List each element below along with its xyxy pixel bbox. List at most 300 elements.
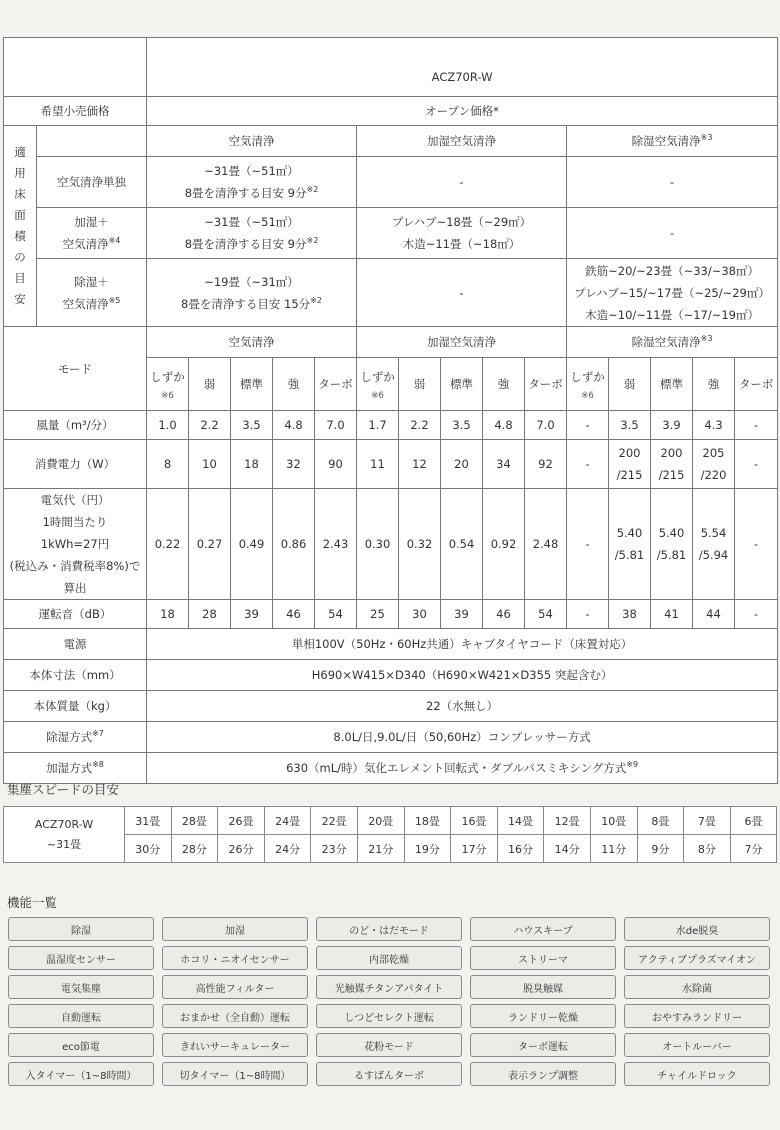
cell-text: 0.30	[364, 537, 391, 551]
cell-text: 0.49	[238, 537, 265, 551]
model-name	[147, 38, 778, 97]
cell-text: ターボ	[318, 377, 353, 391]
spec-value	[147, 660, 778, 691]
spec-value	[147, 629, 778, 660]
data-value	[735, 489, 778, 600]
data-value	[693, 600, 735, 629]
data-value	[609, 489, 651, 600]
cell-text: 46	[496, 607, 511, 621]
spec-label	[4, 722, 147, 753]
cell-text: 25	[370, 607, 385, 621]
cell-text: 空気清浄	[228, 335, 275, 349]
footnote-mark: ※6	[161, 391, 174, 401]
cell-text: ターボ	[528, 377, 563, 391]
speed-minutes: 28分	[171, 835, 218, 863]
cell-text: -	[754, 418, 759, 432]
feature-item: 加湿	[162, 917, 308, 941]
data-value	[189, 440, 231, 489]
data-row-label	[4, 600, 147, 629]
area-dehumid	[567, 259, 778, 327]
data-value	[399, 411, 441, 440]
data-row-label	[4, 489, 147, 600]
data-value	[315, 600, 357, 629]
speed-header	[441, 358, 483, 411]
feature-item: ハウスキープ	[470, 917, 616, 941]
cell-text: 3.5	[620, 418, 639, 432]
data-value	[567, 600, 609, 629]
data-value	[273, 489, 315, 600]
data-value	[189, 600, 231, 629]
cell-text: ~19畳（~31㎡）	[204, 274, 299, 289]
spec-value	[147, 753, 778, 784]
data-value	[735, 440, 778, 489]
data-value	[441, 600, 483, 629]
feature-item: のど・はだモード	[316, 917, 462, 941]
speed-header	[189, 358, 231, 411]
cell-text: 鉄筋~20/~23畳（~33/~38㎡）	[585, 263, 759, 278]
speed-minutes: 7分	[730, 835, 777, 863]
cell-text: /5.94	[698, 548, 729, 562]
mode-group-header	[567, 327, 778, 358]
cell-text: 0.86	[280, 537, 307, 551]
cell-text: 0.27	[196, 537, 223, 551]
cell-text: 0.54	[448, 537, 475, 551]
cell-text: 空気清浄$^{※5}$	[62, 295, 121, 311]
footnote-mark: ※7	[92, 729, 104, 739]
cell-text: 44	[706, 607, 721, 621]
footnote-mark: ※3	[700, 334, 713, 344]
area-header-blank	[37, 126, 147, 157]
cell-text: 弱	[623, 377, 636, 391]
data-value	[315, 411, 357, 440]
vertical-char: 用	[14, 166, 26, 180]
cell-text: 標準	[240, 377, 263, 391]
cell-text: /215	[658, 468, 685, 482]
data-value	[525, 440, 567, 489]
cell-text: 標準	[450, 377, 473, 391]
cell-text: -	[585, 457, 590, 471]
speed-minutes: 14分	[544, 835, 591, 863]
cell-text: 本体質量（kg）	[33, 699, 117, 713]
cell-text: 54	[538, 607, 553, 621]
feature-item: おまかせ（全自動）運転	[162, 1004, 308, 1028]
speed-minutes: 24分	[264, 835, 311, 863]
cell-text: 木造~10/~11畳（~17/~19㎡）	[585, 307, 759, 322]
cell-text: ~31畳（~51㎡）	[204, 164, 299, 178]
data-value	[357, 411, 399, 440]
area-air	[147, 259, 357, 327]
data-value	[483, 440, 525, 489]
cell-text: 20	[454, 457, 469, 471]
feature-item: eco節電	[8, 1033, 154, 1057]
feature-item: 温湿度センサー	[8, 946, 154, 970]
cell-text: 2.43	[322, 537, 349, 551]
cell-text: /5.81	[656, 548, 687, 562]
feature-item: 除湿	[8, 917, 154, 941]
data-value	[273, 600, 315, 629]
feature-item: 水除菌	[624, 975, 770, 999]
cell-text: 7.0	[326, 418, 345, 432]
feature-item: ターボ運転	[470, 1033, 616, 1057]
cell-text: 1.0	[158, 418, 177, 432]
area-humid	[357, 259, 567, 327]
cell-text: 3.9	[662, 418, 681, 432]
speed-minutes: 26分	[218, 835, 265, 863]
cell-text: 8畳を清浄する目安 9分$^{※2}$	[184, 236, 319, 251]
cell-text: 92	[538, 457, 553, 471]
data-value	[231, 489, 273, 600]
feature-item: しつどセレクト運転	[316, 1004, 462, 1028]
cell-text: /5.81	[614, 548, 645, 562]
cell-text: 11	[370, 457, 385, 471]
data-value	[441, 440, 483, 489]
cell-text: 90	[328, 457, 343, 471]
cell-text: 希望小売価格	[40, 104, 110, 118]
feature-item: ホコリ・ニオイセンサー	[162, 946, 308, 970]
spec-label	[4, 629, 147, 660]
cell-text: 空気清浄単独	[57, 175, 126, 189]
feature-item: 光触媒チタンアパタイト	[316, 975, 462, 999]
feature-item: チャイルドロック	[624, 1062, 770, 1086]
cell-text: 1.7	[368, 418, 387, 432]
cell-text: 18	[160, 607, 175, 621]
data-value	[231, 600, 273, 629]
speed-header	[651, 358, 693, 411]
cell-text: 加湿空気清浄	[427, 134, 496, 148]
cell-text: -	[459, 175, 464, 189]
cell-text: しずか	[570, 370, 605, 384]
data-value	[609, 411, 651, 440]
data-value	[441, 411, 483, 440]
cell-text: 205	[702, 446, 725, 460]
cell-text: モード	[57, 361, 93, 376]
cell-text: 38	[622, 607, 637, 621]
cell-text: 強	[287, 377, 300, 391]
speed-room-size: 14畳	[497, 807, 544, 835]
speed-room-size: 8畳	[637, 807, 684, 835]
speed-header	[609, 358, 651, 411]
speed-minutes: 9分	[637, 835, 684, 863]
footnote-mark: ※2	[310, 295, 322, 305]
vertical-char: の	[14, 250, 26, 264]
data-value	[693, 440, 735, 489]
feature-item: 花粉モード	[316, 1033, 462, 1057]
data-value	[693, 411, 735, 440]
cell-text: 運転音（dB）	[38, 607, 112, 621]
cell-text: 本体寸法（mm）	[29, 668, 121, 682]
feature-item: 水de脱臭	[624, 917, 770, 941]
cell-text: 0.92	[490, 537, 517, 551]
feature-item: おやすみランドリー	[624, 1004, 770, 1028]
cell-text: 加湿方式$^{※8}$	[46, 760, 104, 775]
speed-header	[315, 358, 357, 411]
data-value	[651, 600, 693, 629]
cell-text: 28	[202, 607, 217, 621]
data-row-label	[4, 440, 147, 489]
cell-text: /215	[616, 468, 643, 482]
speed-model	[4, 807, 125, 863]
cell-text: 消費電力（W）	[34, 457, 116, 471]
speed-model-line: ACZ70R-W	[34, 817, 94, 831]
data-value	[147, 411, 189, 440]
cell-text: 除湿方式$^{※7}$	[46, 729, 104, 744]
cell-text: -	[670, 226, 675, 240]
speed-room-size: 28畳	[171, 807, 218, 835]
speed-room-size: 31畳	[125, 807, 172, 835]
speed-room-size: 24畳	[264, 807, 311, 835]
cell-text: -	[754, 537, 759, 551]
cell-text: 加湿空気清浄	[427, 335, 496, 349]
cell-text: 空気清浄$^{※4}$	[62, 236, 121, 251]
feature-item: 高性能フィルター	[162, 975, 308, 999]
cell-text: 3.5	[242, 418, 261, 432]
data-value	[567, 489, 609, 600]
footnote-mark: ※2	[306, 236, 319, 246]
cell-text: ACZ70R-W	[431, 70, 493, 84]
area-air	[147, 208, 357, 259]
cell-text: 4.8	[284, 418, 303, 432]
cell-text: 弱	[413, 377, 426, 391]
cell-text: 5.40	[616, 526, 643, 540]
data-row-label	[4, 411, 147, 440]
feature-item: 電気集塵	[8, 975, 154, 999]
speed-header	[399, 358, 441, 411]
speed-room-size: 12畳	[544, 807, 591, 835]
cell-text: 算出	[63, 581, 87, 595]
cell-text: 空気清浄	[228, 134, 275, 148]
cell-text: 22（水無し）	[426, 699, 499, 713]
speed-header	[357, 358, 399, 411]
area-humid	[357, 157, 567, 208]
cell-text: 8.0L/日,9.0L/日（50,60Hz）コンプレッサー方式	[333, 730, 591, 744]
data-value	[147, 600, 189, 629]
price-value	[147, 97, 778, 126]
cell-text: 加湿＋	[74, 215, 109, 229]
speed-model-line: ~31畳	[46, 837, 82, 851]
cell-text: 32	[286, 457, 301, 471]
speed-header	[231, 358, 273, 411]
cell-text: 200	[660, 446, 683, 460]
cell-text: -	[670, 175, 675, 189]
area-air	[147, 157, 357, 208]
feature-item: ランドリー乾燥	[470, 1004, 616, 1028]
speed-header	[147, 358, 189, 411]
speed-room-size: 20畳	[357, 807, 404, 835]
vertical-char: 安	[14, 292, 26, 306]
data-value	[567, 440, 609, 489]
feature-item: 表示ランプ調整	[470, 1062, 616, 1086]
cell-text: 46	[286, 607, 301, 621]
data-value	[567, 411, 609, 440]
area-humid	[357, 208, 567, 259]
footnote-mark: ※6	[581, 391, 594, 401]
data-value	[399, 440, 441, 489]
cell-text: 8畳を清浄する目安 9分$^{※2}$	[184, 185, 319, 200]
area-dehumid	[567, 157, 778, 208]
data-value	[735, 600, 778, 629]
speed-room-size: 16畳	[451, 807, 498, 835]
data-value	[357, 440, 399, 489]
cell-text: H690×W415×D340（H690×W421×D355 突起含む）	[311, 668, 613, 682]
footnote-mark: ※3	[700, 133, 713, 143]
spec-label	[4, 660, 147, 691]
data-value	[651, 440, 693, 489]
spec-table	[3, 37, 778, 784]
data-value	[609, 600, 651, 629]
data-value	[315, 489, 357, 600]
data-value	[357, 600, 399, 629]
cell-text: 30	[412, 607, 427, 621]
footnote-mark: ※5	[108, 295, 121, 305]
cell-text: 除湿空気清浄$^{※3}$	[631, 133, 713, 148]
cell-text: /220	[700, 468, 727, 482]
mode-group-header	[357, 327, 567, 358]
feature-item: 切タイマー（1~8時間）	[162, 1062, 308, 1086]
data-value	[399, 489, 441, 600]
cell-text: しずか	[360, 370, 395, 384]
cell-text: -	[754, 457, 759, 471]
vertical-char: 目	[14, 271, 26, 285]
data-value	[231, 440, 273, 489]
vertical-char: 床	[14, 187, 26, 201]
speed-section-title: 集塵スピードの目安	[7, 782, 120, 797]
speed-header	[735, 358, 778, 411]
data-value	[273, 440, 315, 489]
data-value	[189, 411, 231, 440]
feature-item: 自動運転	[8, 1004, 154, 1028]
cell-text: 強	[707, 377, 720, 391]
data-value	[147, 440, 189, 489]
cell-text: 34	[496, 457, 511, 471]
speed-minutes: 17分	[451, 835, 498, 863]
footnote-mark: ※2	[306, 185, 319, 195]
cell-text: 8畳を清浄する目安 15分$^{※2}$	[181, 295, 322, 311]
cell-text: -	[585, 537, 590, 551]
feature-item: るすばんターボ	[316, 1062, 462, 1086]
footnote-mark: ※8	[92, 760, 104, 770]
cell-text: 10	[202, 457, 217, 471]
data-value	[399, 600, 441, 629]
speed-header	[693, 358, 735, 411]
data-value	[231, 411, 273, 440]
data-value	[483, 600, 525, 629]
spec-corner	[4, 38, 147, 97]
feature-item: 内部乾燥	[316, 946, 462, 970]
vertical-char: 適	[14, 145, 26, 159]
cell-text: 54	[328, 607, 343, 621]
cell-text: 18	[244, 457, 259, 471]
vertical-char: 面	[14, 208, 26, 222]
speed-room-size: 7畳	[684, 807, 731, 835]
cell-text: 5.54	[700, 526, 727, 540]
cell-text: 除湿＋	[74, 274, 109, 289]
cell-text: -	[585, 607, 590, 621]
area-vertical-label	[4, 126, 37, 327]
cell-text: 標準	[660, 377, 683, 391]
data-value	[441, 489, 483, 600]
data-value	[525, 600, 567, 629]
cell-text: 1kWh=27円	[40, 537, 110, 551]
speed-room-size: 10畳	[590, 807, 637, 835]
data-value	[483, 411, 525, 440]
cell-text: ~31畳（~51㎡）	[204, 215, 299, 229]
data-value	[483, 489, 525, 600]
cell-text: -	[754, 607, 759, 621]
cell-text: 0.32	[406, 537, 433, 551]
speed-minutes: 8分	[684, 835, 731, 863]
cell-text: (税込み・消費税率8%)で	[9, 559, 141, 573]
data-value	[357, 489, 399, 600]
data-value	[735, 411, 778, 440]
area-row-label	[37, 259, 147, 327]
cell-text: 7.0	[536, 418, 555, 432]
vertical-char: 積	[14, 229, 26, 243]
footnote-mark: ※6	[371, 391, 384, 401]
cell-text: 5.40	[658, 526, 685, 540]
data-value	[525, 411, 567, 440]
feature-item: 脱臭触媒	[470, 975, 616, 999]
spec-label	[4, 691, 147, 722]
cell-text: 木造~11畳（~18㎡）	[402, 237, 521, 251]
spec-value	[147, 691, 778, 722]
price-label	[4, 97, 147, 126]
cell-text: 4.8	[494, 418, 513, 432]
speed-minutes: 21分	[357, 835, 404, 863]
feature-list	[8, 917, 773, 1086]
mode-header	[567, 126, 778, 157]
speed-minutes: 11分	[590, 835, 637, 863]
speed-room-size: 22畳	[311, 807, 358, 835]
cell-text: 弱	[203, 377, 216, 391]
cell-text: 4.3	[704, 418, 723, 432]
cell-text: 1時間当たり	[42, 515, 108, 529]
speed-header	[483, 358, 525, 411]
cell-text: 単相100V（50Hz・60Hz共通）キャブタイヤコード（床置対応）	[291, 637, 633, 651]
data-value	[651, 489, 693, 600]
data-value	[525, 489, 567, 600]
speed-room-size: 6畳	[730, 807, 777, 835]
footnote-mark: ※9	[626, 760, 639, 770]
cell-text: オープン価格*	[425, 104, 499, 118]
cell-text: 0.22	[154, 537, 181, 551]
cell-text: 電気代（円）	[40, 493, 110, 507]
cell-text: 電源	[63, 637, 87, 651]
cell-text: 8	[163, 457, 172, 471]
cell-text: 39	[244, 607, 259, 621]
cell-text: 風量（m³/分）	[36, 418, 114, 432]
cell-text: 200	[618, 446, 641, 460]
cell-text: 630（mL/時）気化エレメント回転式・ダブルパスミキシング方式$^{※9}$	[286, 760, 639, 775]
mode-header	[147, 126, 357, 157]
data-value	[609, 440, 651, 489]
cell-text: 2.48	[532, 537, 559, 551]
speed-minutes: 23分	[311, 835, 358, 863]
mode-label	[4, 327, 147, 411]
speed-minutes: 19分	[404, 835, 451, 863]
cell-text: プレハブ~18畳（~29㎡）	[391, 215, 532, 229]
mode-group-header	[147, 327, 357, 358]
feature-item: ストリーマ	[470, 946, 616, 970]
spec-value	[147, 722, 778, 753]
feature-item: きれいサーキュレーター	[162, 1033, 308, 1057]
data-value	[693, 489, 735, 600]
data-value	[273, 411, 315, 440]
speed-minutes: 16分	[497, 835, 544, 863]
speed-header	[525, 358, 567, 411]
speed-room-size: 26畳	[218, 807, 265, 835]
cell-text: -	[585, 418, 590, 432]
data-value	[315, 440, 357, 489]
